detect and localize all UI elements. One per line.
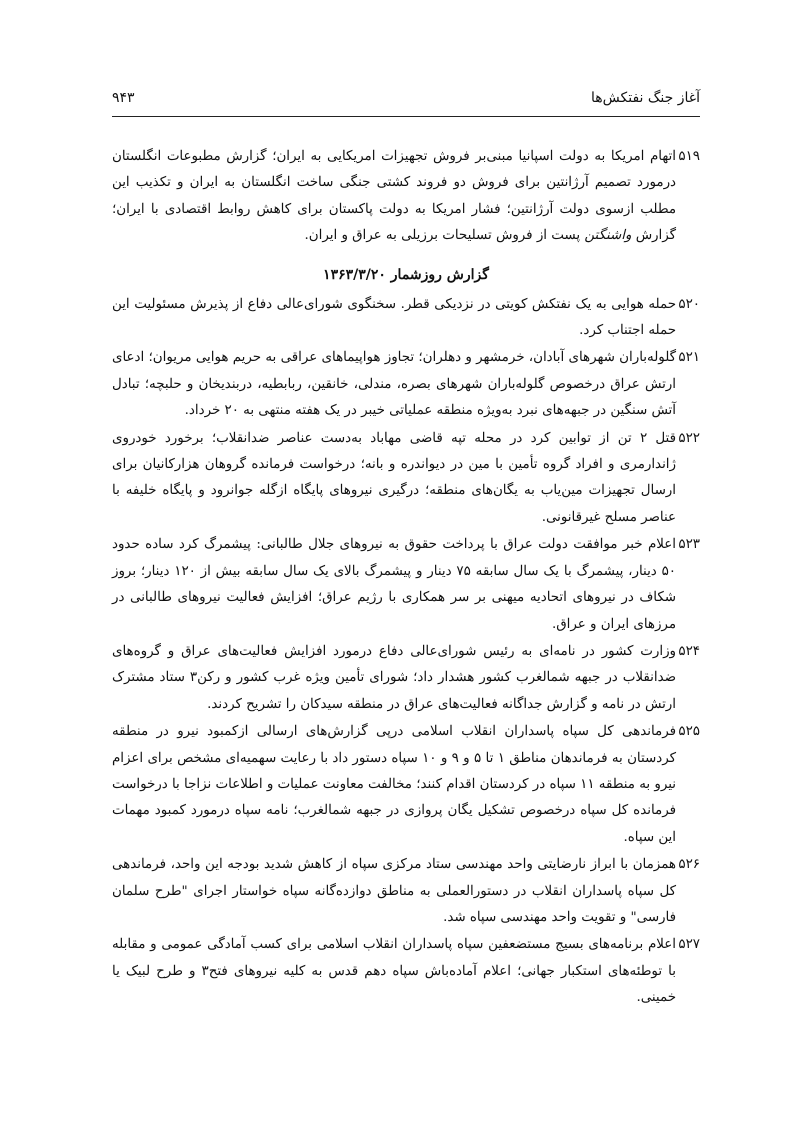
entry-number: ۵۲۵ xyxy=(678,724,700,740)
entry-item xyxy=(112,426,700,532)
entry-number: ۵۲۷ xyxy=(678,937,700,953)
entry-number: ۵۱۹ xyxy=(678,149,700,164)
entry-text: اعلام خبر موافقت دولت عراق با پرداخت حقوق به نیروهای جلال طالبانی: پیشمرگ کرد ساده حدود ۵۰ دینار، پیشمرگ با یک سال سابقه ۷۵ دینار و پیشمرگ بالای یک سال سابقه بیش از ۱۲۰ دینار؛ بروز شکاف در نیروهای اتحادیه میهنی بر سر همکاری با رژیم عراق؛ افزایش فعالیت نیروهای طالبانی در مرزهای ایران و عراق. xyxy=(112,537,676,632)
entry-number: ۵۲۶ xyxy=(678,857,700,873)
page-number: ۹۴۳ xyxy=(112,90,135,106)
entry-text: وزارت کشور در نامه‌ای به رئیس شورای‌عالی دفاع درمورد افزایش فعالیت‌های عراق و گروه‌های ضدانقلاب در جبهه شمالغرب کشور هشدار داد؛ شورای تأمین ویژه غرب کشور و رکن۳ ستاد مشترک ارتش در نامه و گزارش جداگانه فعالیت‌های عراق در منطقه سیدکان را تشریح کردند. xyxy=(112,643,676,712)
entry-number: ۵۲۲ xyxy=(678,430,700,446)
entry-item xyxy=(112,345,700,424)
entry-number: ۵۲۳ xyxy=(678,537,700,553)
entry-number: ۵۲۴ xyxy=(678,643,700,659)
entry-number: ۵۲۱ xyxy=(678,350,700,366)
entry-text: اعلام برنامه‌های بسیج مستضعفین سپاه پاسداران انقلاب اسلامی برای کسب آمادگی عمومی و مقابله با توطئه‌های استکبار جهانی؛ اعلام آماده‌باش سپاه دهم قدس به کلیه نیروهای فتح۳ و طرح لبیک یا خمینی. xyxy=(112,937,676,1006)
entry-item xyxy=(112,932,700,1011)
running-header xyxy=(112,88,700,112)
entry-text: گلوله‌باران شهرهای آبادان، خرمشهر و دهلران؛ تجاوز هواپیماهای عراقی به حریم هوایی مریوان؛ ادعای ارتش عراق درخصوص گلوله‌باران شهرهای بصره، مندلی، خانقین، ربابطیه، دربندیخان و حلبچه؛ تبادل آتش سنگین در جبهه‌های نبرد به‌ویژه منطقه عملیاتی خیبر در یک هفته منتهی به ۲۰ خرداد. xyxy=(112,350,676,419)
entry-text-part: پست از فروش تسلیحات برزیلی به عراق و ایران. xyxy=(304,228,585,244)
entry-item xyxy=(112,532,700,638)
entry-item xyxy=(112,639,700,718)
entry-text-part: اتهام امریکا به دولت اسپانیا مبنی‌بر فروش تجهیزات امریکایی به ایران؛ گزارش مطبوعات انگلستان درمورد تصمیم آرژانتین برای فروش دو فروند کشتی جنگی ساخت انگلستان به ایران و تکذیب این مطلب ازسوی دولت آرژانتین؛ فشار امریکا به دولت پاکستان برای کاهش روابط اقتصادی با ایران؛ گزارش xyxy=(112,149,676,244)
entry-text: حمله هوایی به یک نفتکش کویتی در نزدیکی قطر. سخنگوی شورای‌عالی دفاع از پذیرش مسئولیت این حمله اجتناب کرد. xyxy=(112,296,676,339)
header-divider xyxy=(112,116,700,117)
entry-item xyxy=(112,852,700,931)
entry-item xyxy=(112,292,700,345)
entry-text: فرماندهی کل سپاه پاسداران انقلاب اسلامی درپی گزارش‌های ارسالی ازکمبود نیرو در منطقه کردستان به فرماندهان مناطق ۱ تا ۵ و ۹ و ۱۰ سپاه دستور داد با رعایت سهمیه‌ای مشخص برای اعزام نیرو به منطقه ۱۱ سپاه در کردستان اقدام کنند؛ مخالفت معاونت عملیات و اطلاعات نزاجا با درخواست فرمانده کل سپاه درخصوص تشکیل یگان پروازی در جبهه شمالغرب؛ نامه سپاه درمورد کمبود مهمات این سپاه. xyxy=(112,724,676,845)
chapter-title: آغاز جنگ نفتکش‌ها xyxy=(591,90,700,106)
entry-item xyxy=(112,144,700,250)
entry-item xyxy=(112,719,700,851)
entry-number: ۵۲۰ xyxy=(678,296,700,312)
newspaper-name: واشنگتن xyxy=(584,228,632,244)
entry-text: همزمان با ابراز نارضایتی واحد مهندسی ستاد مرکزی سپاه از کاهش شدید بودجه این واحد، فرماندهی کل سپاه پاسداران انقلاب در دستورالعملی به مناطق دوازده‌گانه سپاه خواستار اجرای "طرح سلمان فارسی" و تقویت واحد مهندسی سپاه شد. xyxy=(112,857,676,925)
entry-text: قتل ۲ تن از توابین کرد در محله تپه قاضی مهاباد به‌دست عناصر ضدانقلاب؛ برخورد خودروی ژاندارمری و افراد گروه تأمین با مین در دیواندره و بانه؛ درخواست فرمانده گروهان هزارکانیان برای ارسال تجهیزات مین‌یاب به یگان‌های منطقه؛ درگیری نیروهای پایگاه ازگله جوانرود و پایگاه خلیفه با عناصر مسلح غیرقانونی. xyxy=(112,430,676,525)
entry-text xyxy=(112,144,676,250)
page-body xyxy=(112,144,700,1013)
section-heading: گزارش روزشمار ۱۳۶۳/۳/۲۰ xyxy=(323,266,489,283)
